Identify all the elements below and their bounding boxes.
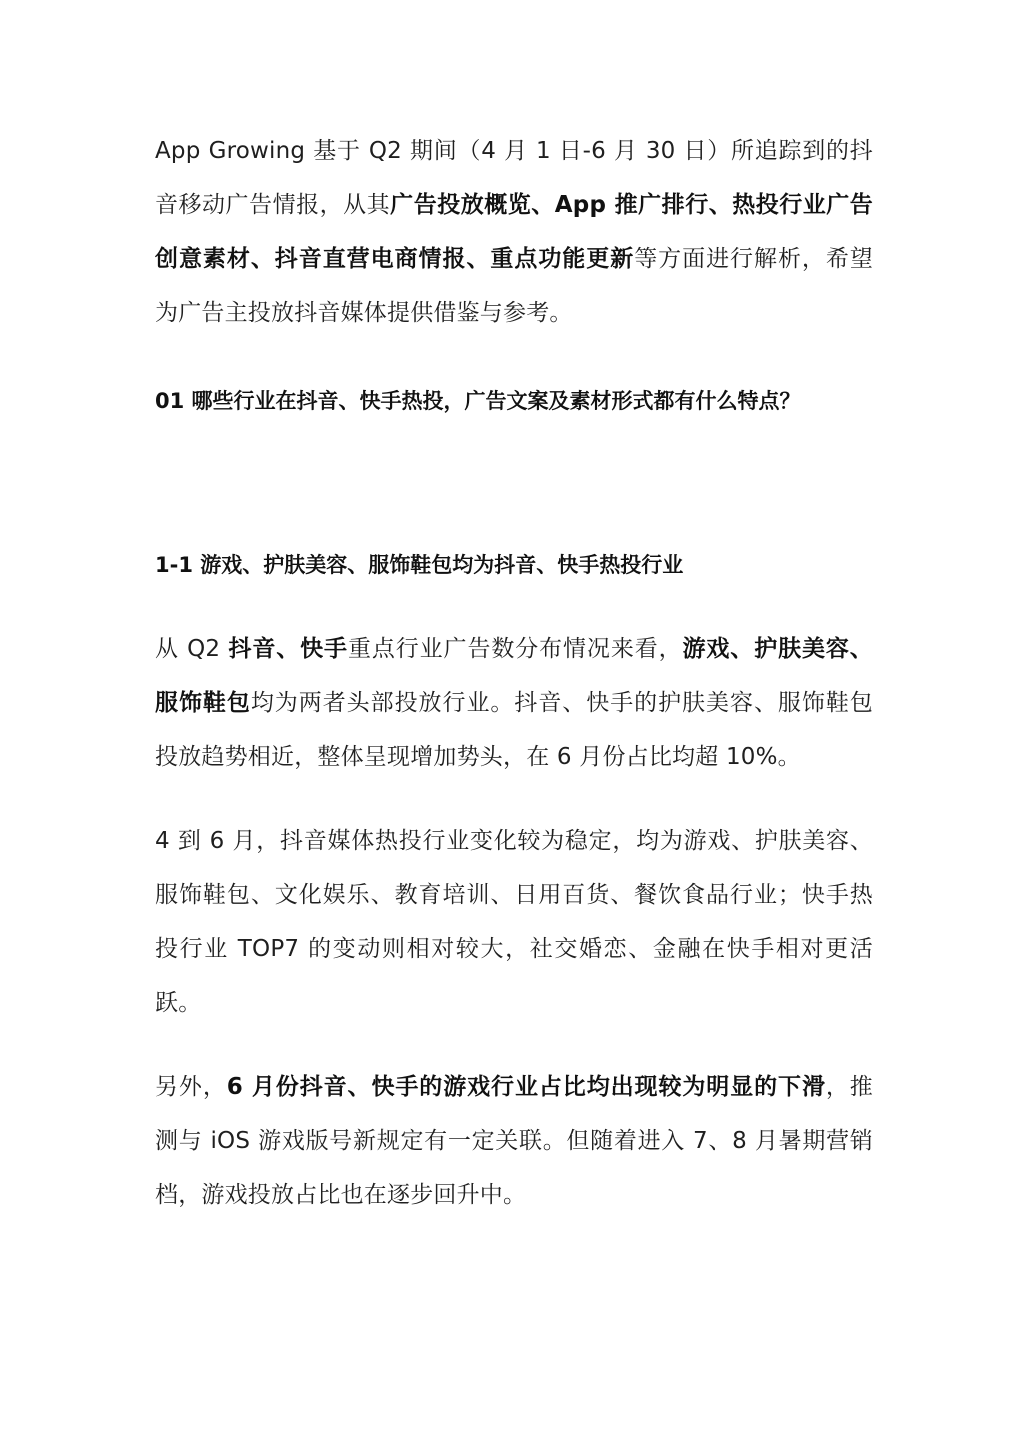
p1-text-1: 从 Q2: [155, 636, 229, 662]
p2-text-1: 4 到 6 月，抖音媒体热投行业变化较为稳定，均为游戏、护肤美容、服饰鞋包、文化娱乐、教育培训、日用百货、餐饮食品行业；快手热投行业 TOP7 的变动则相对较大，社交婚恋、金融在快手相对更活跃。: [155, 828, 873, 1016]
p3-text-1: 另外，: [155, 1074, 227, 1100]
intro-text-2: 等方面进行解析，希望为广告主投放抖音媒体提供借鉴与参考。: [155, 246, 874, 326]
p3-text-2: ，推测与 iOS 游戏版号新规定有一定关联。但随着进入 7、8 月暑期营销档，游戏投放占比也在逐步回升中。: [155, 1074, 873, 1208]
subsection-heading-1-1: 1-1 游戏、护肤美容、服饰鞋包均为抖音、快手热投行业: [155, 553, 684, 577]
section-heading-01: 01 哪些行业在抖音、快手热投，广告文案及素材形式都有什么特点？: [155, 389, 801, 413]
p3-bold-decline: 6 月份抖音、快手的游戏行业占比均出现较为明显的下滑: [226, 1074, 826, 1100]
intro-text-1: App Growing 基于 Q2 期间（4 月 1 日-6 月 30 日）所追踪到的抖音移动广告情报，从其: [155, 138, 873, 218]
p1-text-2: 重点行业广告数分布情况来看，: [347, 636, 683, 662]
paragraph-game-decline: [155, 1060, 873, 1222]
paragraph-industry-distribution: [155, 622, 873, 784]
document-body: [155, 124, 873, 1222]
p1-bold-media: 抖音、快手: [228, 636, 348, 662]
intro-bold-topics: 广告投放概览、App 推广排行、热投行业广告创意素材、抖音直营电商情报、重点功能更新: [155, 192, 874, 272]
p1-text-3: 均为两者头部投放行业。抖音、快手的护肤美容、服饰鞋包投放趋势相近，整体呈现增加势头，在 6 月份占比均超 10%。: [155, 690, 873, 770]
p1-bold-industries: 游戏、护肤美容、服饰鞋包: [155, 636, 873, 716]
paragraph-monthly-changes: [155, 814, 873, 1030]
intro-paragraph: [155, 124, 873, 340]
